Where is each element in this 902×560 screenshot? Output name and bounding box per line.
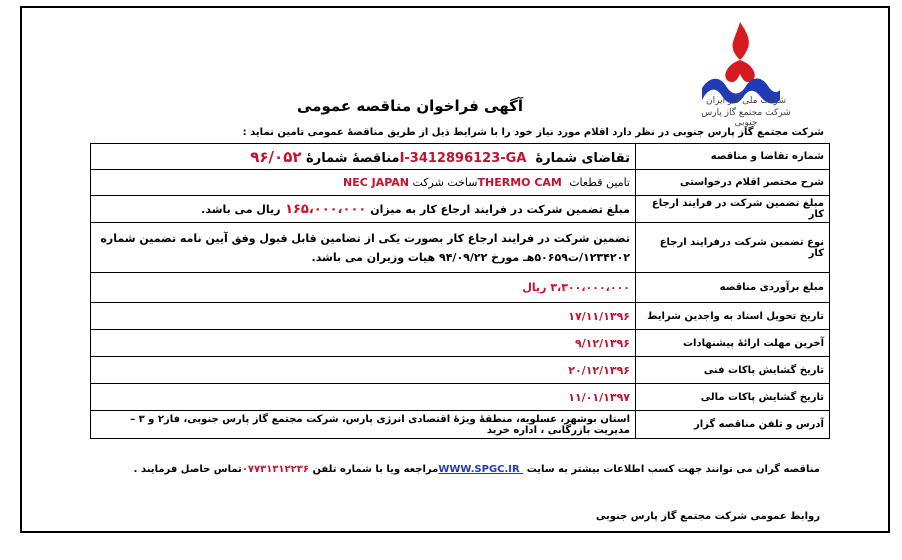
- row-label: تاریخ تحویل اسناد به واجدین شرایط: [636, 303, 830, 330]
- items-brand-b: NEC JAPAN: [343, 176, 409, 189]
- row-value: ۱۷/۱۱/۱۳۹۶: [91, 303, 636, 330]
- footer-text-b: مراجعه ویا با شماره تلفن: [312, 464, 439, 475]
- row-value: [91, 196, 636, 223]
- row-label: مبلغ تضمین شرکت در فرایند ارجاع کار: [636, 196, 830, 223]
- items-text-b: ساخت شرکت: [412, 176, 478, 189]
- table-row: [91, 330, 830, 357]
- table-row: [91, 411, 830, 439]
- footer-text-a: مناقصه گران می توانند جهت کسب اطلاعات بیشتر به سایت: [526, 464, 820, 475]
- row-value: استان بوشهر، عسلویه، منطقهٔ ویژهٔ اقتصادی انرژی پارس، شرکت مجتمع گاز پارس جنوبی، فاز۲ و ۳ – مدیریت بازرگانی ، اداره خرید: [91, 411, 636, 439]
- signature: روابط عمومی شرکت مجتمع گاز پارس جنوبی: [595, 511, 820, 522]
- phone-number: ۰۷۷۳۱۳۱۲۲۳۶: [241, 464, 309, 475]
- tender-prefix: مناقصهٔ شمارهٔ: [306, 150, 400, 166]
- tender-table: [90, 143, 830, 439]
- row-value: ۹/۱۲/۱۳۹۶: [91, 330, 636, 357]
- row-value: ۱۱/۰۱/۱۳۹۷: [91, 384, 636, 411]
- row-value: [91, 170, 636, 196]
- request-number: I-3412896123-GA: [399, 150, 527, 166]
- flame-icon: [733, 22, 749, 60]
- table-row: [91, 170, 830, 196]
- items-text-a: تامین قطعات: [569, 176, 630, 189]
- table-row: [91, 273, 830, 303]
- row-label: تاریخ گشایش پاکات فنی: [636, 357, 830, 384]
- row-label: نوع تضمین شرکت درفرایند ارجاع کار: [636, 223, 830, 273]
- request-prefix: تقاضای شمارهٔ: [535, 150, 630, 166]
- logo-caption-2: شرکت مجتمع گاز پارس جنوبی: [701, 108, 791, 128]
- guarantee-text-a: مبلغ تضمین شرکت در فرایند ارجاع کار به میزان: [370, 202, 630, 216]
- table-row: [91, 303, 830, 330]
- intro-text: شرکت مجتمع گاز پارس جنوبی در نظر دارد اقلام مورد نیاز خود را با شرایط ذیل از طریق مناقصهٔ عمومی تامین نماید :: [242, 127, 824, 138]
- table-row: [91, 223, 830, 273]
- footer-text: [24, 464, 820, 475]
- table-row: [91, 357, 830, 384]
- page-title: آگهی فراخوان مناقصه عمومی: [297, 97, 523, 115]
- row-label: شرح مختصر اقلام درخواستی: [636, 170, 830, 196]
- row-label: شماره تقاضا و مناقصه: [636, 144, 830, 170]
- row-value: ۲۰/۱۲/۱۳۹۶: [91, 357, 636, 384]
- row-label: آدرس و تلفن مناقصه گزار: [636, 411, 830, 439]
- items-brand-a: THERMO CAM: [477, 176, 562, 189]
- row-label: تاریخ گشایش پاکات مالی: [636, 384, 830, 411]
- row-value: [91, 144, 636, 170]
- guarantee-amount: ۱۶۵،۰۰۰،۰۰۰: [285, 201, 367, 217]
- tender-number: ۹۶/۰۵۲: [250, 147, 302, 166]
- table-row: [91, 144, 830, 170]
- table-row: [91, 384, 830, 411]
- footer-text-c: تماس حاصل فرمایند .: [133, 464, 242, 475]
- logo-caption-1: شرکت ملی گاز ایران: [706, 96, 786, 106]
- website-link[interactable]: WWW.SPGC.IR: [438, 464, 520, 475]
- table-row: [91, 196, 830, 223]
- row-label: مبلغ برآوردی مناقصه: [636, 273, 830, 303]
- row-value: تضمین شرکت در فرایند ارجاع کار بصورت یکی از تضامین قابل قبول وفق آیین نامه تضمین شماره ۱۲۳۴۲۰۲/ت۵۰۶۵۹هـ مورخ ۹۴/۰۹/۲۲ هیات وزیران می باشد.: [91, 223, 636, 273]
- row-label: آخرین مهلت ارائهٔ پیشنهادات: [636, 330, 830, 357]
- guarantee-text-b: ریال می باشد.: [201, 202, 281, 216]
- row-value: ۳،۳۰۰،۰۰۰،۰۰۰ ریال: [91, 273, 636, 303]
